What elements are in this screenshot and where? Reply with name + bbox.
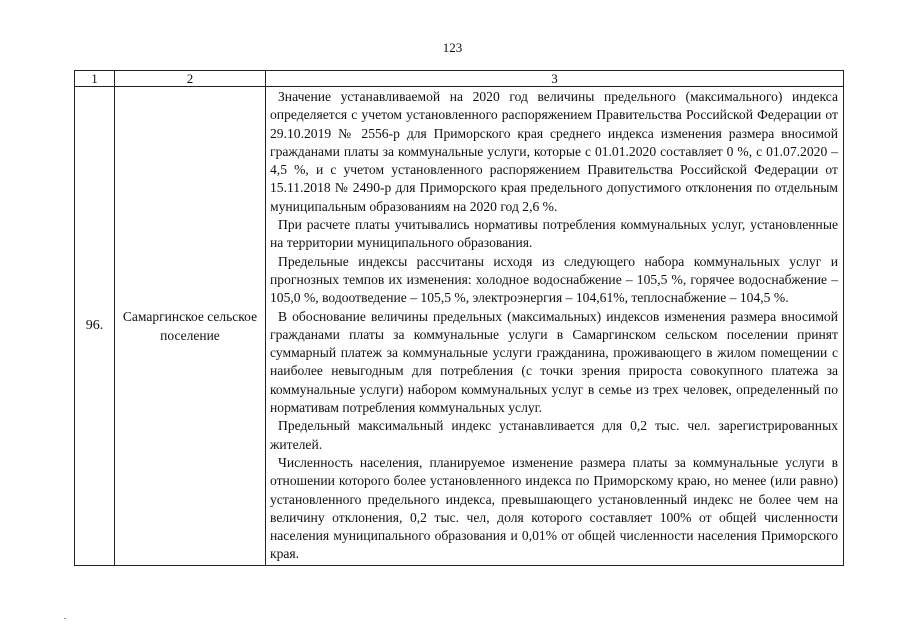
- municipality-name: Самаргинское сельское поселение: [115, 87, 266, 566]
- paragraph-utility-rates: Предельные индексы рассчитаны исходя из следующего набора коммунальных услуг и прогнозных темпов их изменения: холодное водоснабжение – 105,5 %, горячее водоснабжение – 105,0 %, водоотведение – 105,5 %, электроэнергия – 104,61%, теплоснабжение – 104,5 %.: [270, 253, 838, 306]
- document-table: [74, 70, 844, 566]
- scan-mark: [64, 618, 66, 619]
- paragraph-justification: В обоснование величины предельных (максимальных) индексов изменения размера вносимой гражданами платы за коммунальные услуги в Самаргинском сельском поселении принят суммарный платеж за коммунальные услуги гражданина, проживающего в жилом помещении с наиболее невыгодным для потребления (с точки зрения прироста совокупного платежа за коммунальные услуги) набором коммунальных услуг в семье из трех человек, определенный по нормативам потребления коммунальных услуг.: [270, 308, 838, 416]
- column-header-2: 2: [115, 71, 266, 87]
- column-header-3: 3: [266, 71, 844, 87]
- row-number: 96.: [75, 87, 115, 566]
- paragraph-population: Численность населения, планируемое изменение размера платы за коммунальные услуги в отношении которого более установленного индекса по Приморскому краю, но менее (или равно) установленного предельного индекса, превышающего установленный индекс не более чем на величину отклонения, 0,2 тыс. чел, доля которого составляет 100% от общей численности населения муниципального образования и 0,01% от общей численности населения Приморского края.: [270, 454, 838, 562]
- column-header-1: 1: [75, 71, 115, 87]
- paragraph-index-value: Значение устанавливаемой на 2020 год величины предельного (максимального) индекса определяется с учетом установленного распоряжением Правительства Российской Федерации от 29.10.2019 № 2556-р для Приморского края среднего индекса изменения размера вносимой гражданами платы за коммунальные услуги, которые с 01.01.2020 составляет 0 %, с 01.07.2020 – 4,5 %, и с учетом установленного распоряжением Правительства Российской Федерации от 15.11.2018 № 2490-р для Приморского края предельного допустимого отклонения по отдельным муниципальным образованиям на 2020 год 2,6 %.: [270, 89, 838, 214]
- table-header-row: [75, 71, 844, 87]
- page-number: 123: [442, 40, 463, 55]
- description-cell: [266, 87, 844, 566]
- table-row: [75, 87, 844, 566]
- paragraph-norms: При расчете платы учитывались нормативы потребления коммунальных услуг, установленные на территории муниципального образования.: [270, 217, 838, 251]
- paragraph-max-index: Предельный максимальный индекс устанавливается для 0,2 тыс. чел. зарегистрированных жителей.: [270, 418, 838, 452]
